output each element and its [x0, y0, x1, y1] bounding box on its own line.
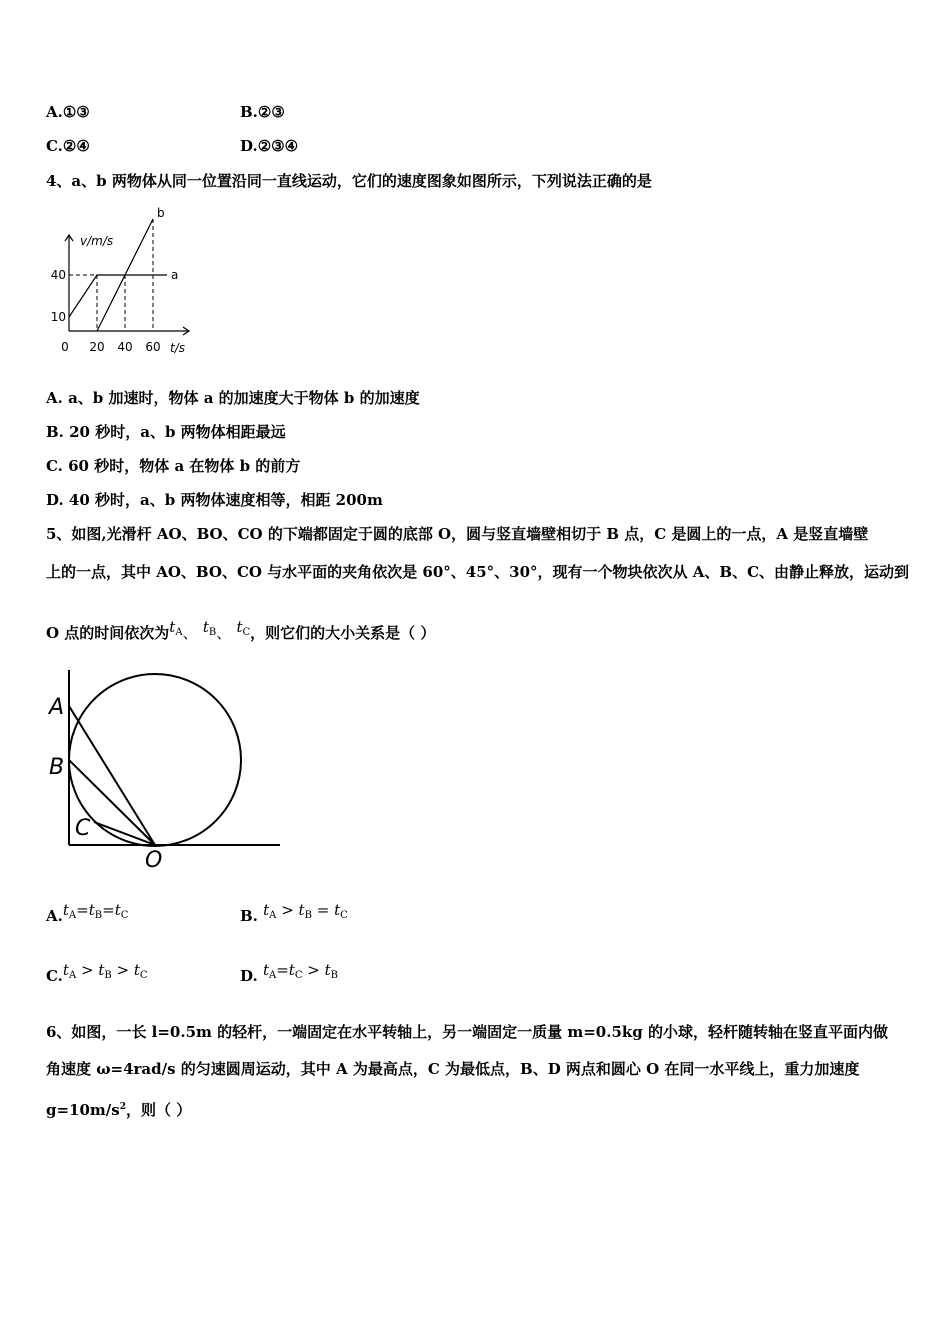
x-tick-label: 60	[145, 340, 161, 354]
q5-stem-line1: 5、如图,光滑杆 AO、BO、CO 的下端都固定于圆的底部 O，圆与竖直墙壁相切于 B 点，C 是圆上的一点，A 是竖直墙壁	[46, 525, 869, 543]
q5-option-d: D. $t_A=t_C > t_B$	[240, 961, 338, 985]
q5-option-c: $C.t_A > t_B > t_C$	[46, 961, 148, 985]
q4-option-a: A. a、b 加速时，物体 a 的加速度大于物体 b 的加速度	[46, 389, 420, 407]
circle	[69, 674, 241, 846]
q6-line3: $g=10m/s^2$，则（ ）	[46, 1101, 192, 1119]
q4-option-c: C. 60 秒时，物体 a 在物体 b 的前方	[46, 457, 301, 475]
q5-option-a: $A.t_A=t_B=t_C$	[46, 901, 129, 925]
label-c: C	[75, 816, 91, 841]
q4-option-d: D. 40 秒时，a、b 两物体速度相等，相距 200m	[46, 491, 383, 509]
circle-rods-figure	[40, 660, 300, 880]
q6-line1: 6、如图，一长 l=0.5m 的轻杆，一端固定在水平转轴上，另一端固定一质量 m=0.5kg 的小球，轻杆随转轴在竖直平面内做	[46, 1023, 888, 1041]
x-axis-label: t/s	[170, 341, 185, 355]
x-tick-label: 20	[89, 340, 105, 354]
q5-stem-line3: O 点的时间依次为$t_A$、 $t_B$、 $t_C$，则它们的大小关系是（ ）	[46, 618, 436, 642]
label-o: O	[145, 848, 163, 873]
q4-stem: 4、a、b 两物体从同一位置沿同一直线运动，它们的速度图象如图所示，下列说法正确的是	[46, 172, 652, 190]
q3-option-b: B.②③	[240, 103, 285, 121]
label-b: B	[49, 755, 65, 780]
series-a-label: a	[171, 268, 179, 282]
q3-option-d: D.②③④	[240, 137, 299, 155]
velocity-time-chart	[40, 205, 200, 355]
x-tick-label: 40	[117, 340, 133, 354]
q6-line2: 角速度 ω=4rad/s 的匀速圆周运动，其中 A 为最高点，C 为最低点，B、D 两点和圆心 O 在同一水平线上，重力加速度	[46, 1060, 860, 1078]
q4-option-b: B. 20 秒时，a、b 两物体相距最远	[46, 423, 286, 441]
label-a: A	[49, 695, 65, 720]
y-tick-label: 40	[50, 268, 66, 282]
series-b-label: b	[157, 206, 165, 220]
q5-option-b: B. $t_A > t_B = t_C$	[240, 901, 348, 925]
rod-co	[94, 822, 155, 845]
y-tick-label: 10	[50, 310, 66, 324]
y-axis-label: v/m/s	[80, 234, 114, 248]
q5-stem-line2: 上的一点，其中 AO、BO、CO 与水平面的夹角依次是 60°、45°、30°，现有一个物块依次从 A、B、C、由静止释放，运动到	[46, 563, 910, 581]
q3-option-a: A.①③	[46, 103, 90, 121]
q3-option-c: C.②④	[46, 137, 90, 155]
x-tick-label: 0	[61, 340, 69, 354]
series-a-line	[69, 275, 167, 317]
